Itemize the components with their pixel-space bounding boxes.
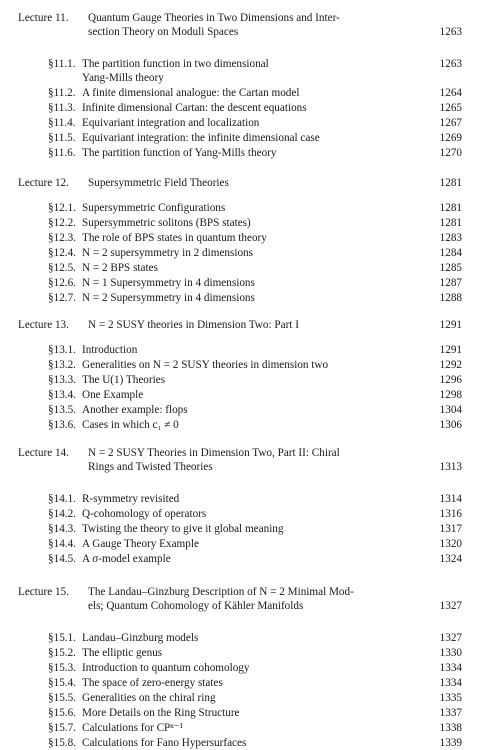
- lecture-label: Lecture 15.: [18, 586, 69, 598]
- section-title: N = 2 BPS states: [82, 262, 158, 274]
- section-page-number: 1327: [439, 632, 462, 644]
- section-title: The role of BPS states in quantum theory: [82, 232, 267, 244]
- section-number: §11.2.: [48, 87, 76, 99]
- lecture-label: Lecture 11.: [18, 12, 69, 24]
- section-title: Equivariant integration: the infinite dimensional case: [82, 132, 320, 144]
- section-page-number: 1281: [439, 217, 462, 229]
- section-title: Supersymmetric solitons (BPS states): [82, 217, 251, 229]
- lecture-title: The Landau–Ginzburg Description of N = 2 Minimal Mod-: [88, 586, 354, 598]
- section-page-number: 1314: [439, 493, 462, 505]
- section-title: Generalities on the chiral ring: [82, 692, 216, 704]
- section-number: §11.5.: [48, 132, 76, 144]
- section-number: §12.3.: [48, 232, 76, 244]
- section-title: R-symmetry revisited: [82, 493, 180, 505]
- section-page-number: 1265: [439, 102, 462, 114]
- section-title: More Details on the Ring Structure: [82, 707, 240, 719]
- section-page-number: 1283: [439, 232, 462, 244]
- section-title: One Example: [82, 389, 144, 401]
- section-page-number: 1316: [439, 508, 462, 520]
- section-number: §11.6.: [48, 147, 76, 159]
- section-page-number: 1269: [439, 132, 462, 144]
- lecture-title: N = 2 SUSY Theories in Dimension Two, Part II: Chiral: [88, 447, 340, 459]
- section-number: §15.6.: [48, 707, 76, 719]
- section-title: Q-cohomology of operators: [82, 508, 207, 520]
- section-page-number: 1270: [439, 147, 462, 159]
- lecture-label: Lecture 13.: [18, 319, 69, 331]
- lecture-title: els; Quantum Cohomology of Kähler Manifolds: [88, 600, 304, 612]
- section-title: Another example: flops: [82, 404, 188, 416]
- section-number: §14.4.: [48, 538, 76, 550]
- section-number: §15.4.: [48, 677, 76, 689]
- section-title: Generalities on N = 2 SUSY theories in dimension two: [82, 359, 329, 371]
- section-page-number: 1337: [439, 707, 462, 719]
- section-title: Infinite dimensional Cartan: the descent equations: [82, 102, 307, 114]
- section-title: Introduction to quantum cohomology: [82, 662, 250, 674]
- lecture-title: Rings and Twisted Theories: [88, 461, 213, 473]
- section-page-number: 1264: [439, 87, 462, 99]
- section-title: Landau–Ginzburg models: [82, 632, 199, 644]
- lecture-page-number: 1291: [439, 319, 462, 331]
- section-page-number: 1285: [439, 262, 462, 274]
- lecture-page-number: 1281: [439, 177, 462, 189]
- section-title: A finite dimensional analogue: the Cartan model: [82, 87, 300, 99]
- lecture-label: Lecture 12.: [18, 177, 69, 189]
- section-page-number: 1320: [439, 538, 462, 550]
- section-page-number: 1291: [439, 344, 462, 356]
- section-number: §12.1.: [48, 202, 76, 214]
- section-page-number: 1339: [439, 737, 462, 749]
- lecture-title: Supersymmetric Field Theories: [88, 177, 229, 189]
- lecture-title: section Theory on Moduli Spaces: [88, 26, 239, 38]
- section-page-number: 1338: [439, 722, 462, 734]
- section-title: Calculations for Fano Hypersurfaces: [82, 737, 247, 749]
- section-title: Yang-Mills theory: [82, 72, 164, 84]
- section-number: §14.2.: [48, 508, 76, 520]
- section-title: A σ-model example: [82, 553, 171, 565]
- section-number: §12.5.: [48, 262, 76, 274]
- section-page-number: 1334: [439, 662, 462, 674]
- lecture-page-number: 1263: [439, 26, 462, 38]
- section-page-number: 1334: [439, 677, 462, 689]
- section-page-number: 1296: [439, 374, 462, 386]
- section-number: §12.4.: [48, 247, 76, 259]
- section-title: N = 1 Supersymmetry in 4 dimensions: [82, 277, 255, 289]
- section-title: Supersymmetric Configurations: [82, 202, 226, 214]
- section-page-number: 1304: [439, 404, 462, 416]
- section-page-number: 1330: [439, 647, 462, 659]
- section-title: N = 2 supersymmetry in 2 dimensions: [82, 247, 254, 259]
- section-title: Cases in which c₁ ≠ 0: [82, 419, 179, 431]
- section-number: §13.4.: [48, 389, 76, 401]
- section-page-number: 1298: [439, 389, 462, 401]
- section-number: §15.5.: [48, 692, 76, 704]
- section-title: Calculations for CPⁿ⁻¹: [82, 722, 184, 734]
- section-page-number: 1263: [439, 58, 462, 70]
- section-title: Introduction: [82, 344, 138, 356]
- section-page-number: 1324: [439, 553, 462, 565]
- section-page-number: 1292: [439, 359, 462, 371]
- section-title: The partition function in two dimensional: [82, 58, 269, 70]
- section-number: §15.8.: [48, 737, 76, 749]
- section-page-number: 1288: [439, 292, 462, 304]
- lecture-page-number: 1313: [439, 461, 462, 473]
- section-number: §12.7.: [48, 292, 76, 304]
- section-page-number: 1335: [439, 692, 462, 704]
- section-title: Twisting the theory to give it global meaning: [82, 523, 284, 535]
- section-number: §13.5.: [48, 404, 76, 416]
- lecture-title: Quantum Gauge Theories in Two Dimensions and Inter-: [88, 12, 340, 24]
- section-number: §13.3.: [48, 374, 76, 386]
- section-number: §13.1.: [48, 344, 76, 356]
- lecture-page-number: 1327: [439, 600, 462, 612]
- section-number: §11.3.: [48, 102, 76, 114]
- section-number: §12.2.: [48, 217, 76, 229]
- section-page-number: 1287: [439, 277, 462, 289]
- section-number: §15.1.: [48, 632, 76, 644]
- section-number: §14.3.: [48, 523, 76, 535]
- section-number: §12.6.: [48, 277, 76, 289]
- section-number: §15.2.: [48, 647, 76, 659]
- section-title: The space of zero-energy states: [82, 677, 223, 689]
- section-title: A Gauge Theory Example: [82, 538, 199, 550]
- section-page-number: 1267: [439, 117, 462, 129]
- section-number: §11.1.: [48, 58, 76, 70]
- section-title: The partition function of Yang-Mills theory: [82, 147, 277, 159]
- section-page-number: 1317: [439, 523, 462, 535]
- section-number: §14.5.: [48, 553, 76, 565]
- section-page-number: 1284: [439, 247, 462, 259]
- section-page-number: 1281: [439, 202, 462, 214]
- section-number: §13.6.: [48, 419, 76, 431]
- section-title: Equivariant integration and localization: [82, 117, 260, 129]
- section-number: §15.3.: [48, 662, 76, 674]
- section-number: §11.4.: [48, 117, 76, 129]
- section-number: §15.7.: [48, 722, 76, 734]
- lecture-title: N = 2 SUSY theories in Dimension Two: Part I: [88, 319, 299, 331]
- section-number: §14.1.: [48, 493, 76, 505]
- section-title: The elliptic genus: [82, 647, 163, 659]
- section-number: §13.2.: [48, 359, 76, 371]
- section-title: The U(1) Theories: [82, 374, 166, 386]
- section-title: N = 2 Supersymmetry in 4 dimensions: [82, 292, 255, 304]
- lecture-label: Lecture 14.: [18, 447, 69, 459]
- section-page-number: 1306: [439, 419, 462, 431]
